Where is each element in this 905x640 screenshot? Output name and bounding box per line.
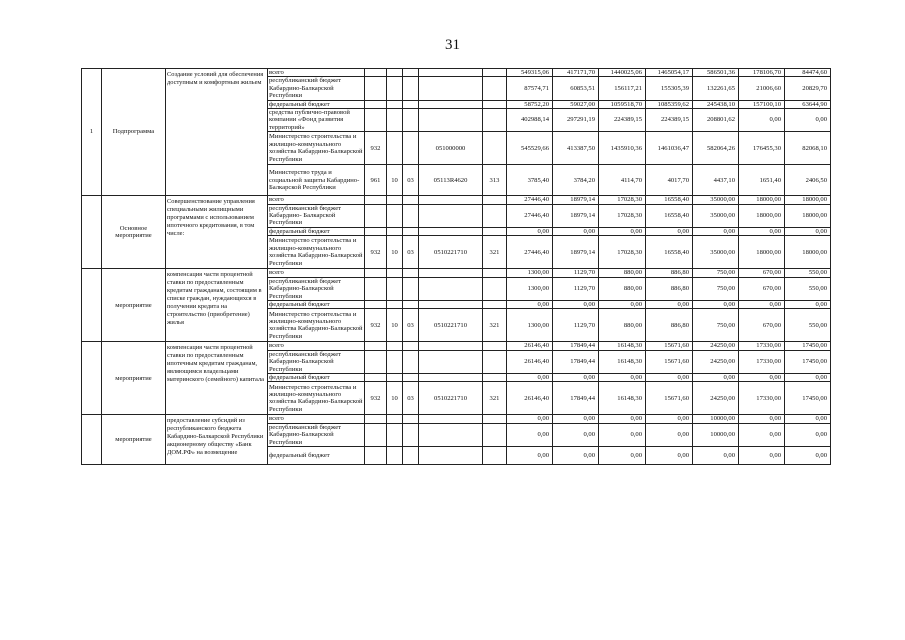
row-description: компенсация части процентной ставки по предоставленным кредитам гражданам, состоящим в списке граждан, нуждающихся в получении кредита на строительство (приобретение) жилья: [166, 269, 268, 342]
code-pr: [403, 204, 419, 227]
year-value-5: 0,00: [693, 227, 739, 235]
row-type: Подпрограмма: [102, 69, 166, 196]
year-value-3: 0,00: [599, 227, 646, 235]
year-value-4: 15671,60: [646, 342, 693, 350]
code-csr: [419, 196, 483, 204]
year-value-7: 550,00: [785, 277, 831, 300]
year-value-2: 0,00: [553, 415, 599, 423]
year-value-1: 402988,14: [507, 109, 553, 132]
year-value-1: 87574,71: [507, 77, 553, 100]
code-csr: [419, 423, 483, 446]
code-pr: [403, 446, 419, 464]
year-value-7: 550,00: [785, 309, 831, 342]
code-csr: [419, 109, 483, 132]
funding-source: республиканский бюджет Кабардино-Балкарской Республики: [268, 277, 365, 300]
code-grbs: [365, 342, 387, 350]
code-vr: [483, 350, 507, 373]
funding-source: республиканский бюджет Кабардино- Балкарской Республики: [268, 204, 365, 227]
year-value-3: 17028,30: [599, 204, 646, 227]
year-value-3: 0,00: [599, 373, 646, 381]
table-row: [82, 196, 831, 204]
funding-source: Министерство труда и социальной защиты Кабардино-Балкарской Республики: [268, 165, 365, 196]
year-value-1: 26146,40: [507, 342, 553, 350]
code-vr: 313: [483, 165, 507, 196]
year-value-2: 417171,70: [553, 69, 599, 77]
table-row: [82, 69, 831, 77]
row-type: мероприятие: [102, 342, 166, 415]
year-value-7: 2406,50: [785, 165, 831, 196]
code-csr: [419, 69, 483, 77]
code-rz: [387, 109, 403, 132]
year-value-4: 15671,60: [646, 382, 693, 415]
year-value-2: 3784,20: [553, 165, 599, 196]
year-value-4: 0,00: [646, 227, 693, 235]
row-number: [82, 415, 102, 465]
funding-source: всего: [268, 69, 365, 77]
year-value-4: 0,00: [646, 373, 693, 381]
year-value-2: 18979,14: [553, 196, 599, 204]
year-value-3: 16148,30: [599, 350, 646, 373]
code-csr: [419, 342, 483, 350]
year-value-2: 0,00: [553, 446, 599, 464]
year-value-6: 18000,00: [739, 204, 785, 227]
code-grbs: [365, 446, 387, 464]
code-pr: [403, 269, 419, 277]
code-csr: [419, 300, 483, 308]
year-value-4: 0,00: [646, 446, 693, 464]
code-pr: 03: [403, 236, 419, 269]
year-value-3: 880,00: [599, 309, 646, 342]
code-pr: [403, 423, 419, 446]
year-value-7: 18000,00: [785, 204, 831, 227]
code-csr: [419, 269, 483, 277]
year-value-1: 26146,40: [507, 382, 553, 415]
year-value-1: 0,00: [507, 373, 553, 381]
year-value-2: 0,00: [553, 373, 599, 381]
year-value-7: 17450,00: [785, 342, 831, 350]
year-value-2: 413387,50: [553, 132, 599, 165]
code-vr: [483, 77, 507, 100]
year-value-5: 132261,65: [693, 77, 739, 100]
code-grbs: [365, 77, 387, 100]
year-value-1: 58752,20: [507, 100, 553, 108]
year-value-3: 0,00: [599, 446, 646, 464]
year-value-6: 157100,10: [739, 100, 785, 108]
year-value-6: 18000,00: [739, 236, 785, 269]
year-value-7: 550,00: [785, 269, 831, 277]
year-value-4: 1085359,62: [646, 100, 693, 108]
year-value-7: 0,00: [785, 415, 831, 423]
year-value-4: 16558,40: [646, 196, 693, 204]
code-csr: [419, 77, 483, 100]
funding-source: всего: [268, 196, 365, 204]
year-value-5: 24250,00: [693, 342, 739, 350]
code-rz: [387, 269, 403, 277]
funding-source: Министерство строительства и жилищно-коммунального хозяйства Кабардино-Балкарской Республики: [268, 132, 365, 165]
year-value-5: 750,00: [693, 277, 739, 300]
code-vr: [483, 100, 507, 108]
year-value-7: 0,00: [785, 373, 831, 381]
code-grbs: [365, 415, 387, 423]
year-value-4: 155305,39: [646, 77, 693, 100]
code-rz: [387, 77, 403, 100]
year-value-6: 0,00: [739, 415, 785, 423]
code-csr: [419, 415, 483, 423]
code-csr: [419, 373, 483, 381]
budget-table: [81, 68, 831, 465]
year-value-2: 17849,44: [553, 350, 599, 373]
year-value-1: 27446,40: [507, 236, 553, 269]
code-pr: [403, 100, 419, 108]
year-value-2: 297291,19: [553, 109, 599, 132]
year-value-4: 224389,15: [646, 109, 693, 132]
year-value-4: 886,80: [646, 309, 693, 342]
year-value-6: 18000,00: [739, 196, 785, 204]
year-value-2: 1129,70: [553, 277, 599, 300]
code-vr: [483, 132, 507, 165]
year-value-1: 1300,00: [507, 309, 553, 342]
year-value-1: 0,00: [507, 446, 553, 464]
year-value-5: 24250,00: [693, 350, 739, 373]
year-value-5: 582064,26: [693, 132, 739, 165]
year-value-5: 10000,00: [693, 423, 739, 446]
year-value-3: 1059518,70: [599, 100, 646, 108]
year-value-3: 0,00: [599, 415, 646, 423]
code-csr: 05113R4620: [419, 165, 483, 196]
row-number: [82, 269, 102, 342]
funding-source: федеральный бюджет: [268, 373, 365, 381]
code-rz: 10: [387, 165, 403, 196]
year-value-6: 17330,00: [739, 350, 785, 373]
code-grbs: 961: [365, 165, 387, 196]
code-pr: [403, 300, 419, 308]
year-value-7: 84474,60: [785, 69, 831, 77]
code-vr: [483, 269, 507, 277]
year-value-3: 224389,15: [599, 109, 646, 132]
funding-source: федеральный бюджет: [268, 446, 365, 464]
code-pr: [403, 277, 419, 300]
year-value-6: 176455,30: [739, 132, 785, 165]
code-csr: 051000000: [419, 132, 483, 165]
year-value-3: 880,00: [599, 269, 646, 277]
year-value-4: 886,80: [646, 277, 693, 300]
year-value-1: 545529,66: [507, 132, 553, 165]
code-vr: [483, 109, 507, 132]
code-rz: [387, 415, 403, 423]
code-rz: [387, 227, 403, 235]
code-grbs: [365, 227, 387, 235]
row-type: мероприятие: [102, 269, 166, 342]
code-grbs: 932: [365, 236, 387, 269]
year-value-3: 4114,70: [599, 165, 646, 196]
code-vr: [483, 300, 507, 308]
code-csr: 0510221710: [419, 309, 483, 342]
year-value-4: 0,00: [646, 300, 693, 308]
year-value-6: 21006,60: [739, 77, 785, 100]
code-rz: [387, 132, 403, 165]
row-number: [82, 342, 102, 415]
funding-source: федеральный бюджет: [268, 300, 365, 308]
year-value-2: 17849,44: [553, 342, 599, 350]
code-rz: [387, 350, 403, 373]
year-value-6: 178106,70: [739, 69, 785, 77]
code-rz: [387, 446, 403, 464]
code-vr: 321: [483, 382, 507, 415]
code-vr: 321: [483, 309, 507, 342]
year-value-1: 0,00: [507, 415, 553, 423]
year-value-6: 0,00: [739, 109, 785, 132]
year-value-5: 35000,00: [693, 236, 739, 269]
code-vr: [483, 446, 507, 464]
row-description: Создание условий для обеспечения доступным и комфортным жильем: [166, 69, 268, 196]
code-grbs: [365, 423, 387, 446]
code-rz: [387, 423, 403, 446]
year-value-7: 0,00: [785, 109, 831, 132]
code-csr: [419, 277, 483, 300]
funding-source: всего: [268, 269, 365, 277]
code-csr: [419, 100, 483, 108]
code-vr: [483, 423, 507, 446]
code-vr: [483, 373, 507, 381]
row-description: Совершенствование управления специальными жилищными программами с использованием ипотечного кредитования, в том числе:: [166, 196, 268, 269]
year-value-3: 17028,30: [599, 196, 646, 204]
code-rz: [387, 300, 403, 308]
year-value-2: 17849,44: [553, 382, 599, 415]
funding-source: всего: [268, 415, 365, 423]
year-value-4: 0,00: [646, 415, 693, 423]
year-value-4: 1465054,17: [646, 69, 693, 77]
code-pr: 03: [403, 165, 419, 196]
year-value-6: 670,00: [739, 309, 785, 342]
code-csr: 0510221710: [419, 236, 483, 269]
row-type: Основное мероприятие: [102, 196, 166, 269]
year-value-1: 0,00: [507, 227, 553, 235]
code-grbs: [365, 269, 387, 277]
year-value-6: 0,00: [739, 373, 785, 381]
code-pr: [403, 342, 419, 350]
code-rz: 10: [387, 309, 403, 342]
year-value-7: 0,00: [785, 227, 831, 235]
year-value-4: 4017,70: [646, 165, 693, 196]
year-value-1: 0,00: [507, 423, 553, 446]
funding-source: федеральный бюджет: [268, 227, 365, 235]
code-pr: [403, 227, 419, 235]
year-value-3: 17028,30: [599, 236, 646, 269]
code-rz: [387, 342, 403, 350]
code-grbs: 932: [365, 309, 387, 342]
code-rz: [387, 277, 403, 300]
code-grbs: [365, 277, 387, 300]
year-value-6: 17330,00: [739, 342, 785, 350]
funding-source: Министерство строительства и жилищно-коммунального хозяйства Кабардино-Балкарской Республики: [268, 382, 365, 415]
table-row: [82, 342, 831, 350]
page-number: 31: [445, 37, 460, 53]
year-value-2: 0,00: [553, 423, 599, 446]
year-value-3: 1440025,06: [599, 69, 646, 77]
code-pr: [403, 350, 419, 373]
year-value-3: 156117,21: [599, 77, 646, 100]
funding-source: федеральный бюджет: [268, 100, 365, 108]
year-value-1: 27446,40: [507, 196, 553, 204]
code-pr: 03: [403, 309, 419, 342]
year-value-7: 17450,00: [785, 382, 831, 415]
code-pr: [403, 196, 419, 204]
code-rz: [387, 69, 403, 77]
year-value-1: 549315,06: [507, 69, 553, 77]
row-number: 1: [82, 69, 102, 196]
code-grbs: [365, 350, 387, 373]
code-pr: [403, 373, 419, 381]
year-value-5: 4437,10: [693, 165, 739, 196]
code-pr: [403, 109, 419, 132]
year-value-1: 1300,00: [507, 277, 553, 300]
year-value-6: 1651,40: [739, 165, 785, 196]
code-vr: 321: [483, 236, 507, 269]
year-value-2: 0,00: [553, 227, 599, 235]
year-value-3: 16148,30: [599, 382, 646, 415]
code-vr: [483, 196, 507, 204]
year-value-5: 0,00: [693, 300, 739, 308]
year-value-3: 0,00: [599, 423, 646, 446]
year-value-6: 0,00: [739, 227, 785, 235]
code-grbs: 932: [365, 132, 387, 165]
year-value-6: 670,00: [739, 277, 785, 300]
year-value-4: 886,80: [646, 269, 693, 277]
year-value-4: 1461036,47: [646, 132, 693, 165]
year-value-7: 0,00: [785, 446, 831, 464]
year-value-6: 0,00: [739, 300, 785, 308]
year-value-3: 1435910,36: [599, 132, 646, 165]
code-grbs: 932: [365, 382, 387, 415]
year-value-1: 1300,00: [507, 269, 553, 277]
code-pr: [403, 132, 419, 165]
year-value-5: 35000,00: [693, 196, 739, 204]
code-grbs: [365, 100, 387, 108]
funding-source: средства публично-правовой компании «Фонд развития территорий»: [268, 109, 365, 132]
year-value-1: 27446,40: [507, 204, 553, 227]
code-rz: [387, 100, 403, 108]
year-value-7: 17450,00: [785, 350, 831, 373]
code-csr: [419, 446, 483, 464]
code-vr: [483, 415, 507, 423]
year-value-7: 0,00: [785, 300, 831, 308]
code-csr: [419, 227, 483, 235]
year-value-7: 0,00: [785, 423, 831, 446]
code-vr: [483, 277, 507, 300]
code-pr: [403, 77, 419, 100]
year-value-5: 245438,10: [693, 100, 739, 108]
year-value-3: 0,00: [599, 300, 646, 308]
row-description: предоставление субсидий из республиканского бюджета Кабардино-Балкарской Республики акционерному обществу «Банк ДОМ.РФ» на возмещение: [166, 415, 268, 465]
year-value-4: 16558,40: [646, 204, 693, 227]
code-vr: [483, 227, 507, 235]
code-grbs: [365, 300, 387, 308]
year-value-4: 0,00: [646, 423, 693, 446]
year-value-5: 10000,00: [693, 415, 739, 423]
year-value-2: 18979,14: [553, 236, 599, 269]
year-value-5: 586501,36: [693, 69, 739, 77]
year-value-1: 26146,40: [507, 350, 553, 373]
code-rz: [387, 373, 403, 381]
year-value-5: 0,00: [693, 446, 739, 464]
year-value-6: 0,00: [739, 446, 785, 464]
row-number: [82, 196, 102, 269]
funding-source: всего: [268, 342, 365, 350]
year-value-1: 3785,40: [507, 165, 553, 196]
code-grbs: [365, 196, 387, 204]
code-vr: [483, 342, 507, 350]
code-grbs: [365, 373, 387, 381]
year-value-2: 18979,14: [553, 204, 599, 227]
code-vr: [483, 69, 507, 77]
year-value-7: 18000,00: [785, 196, 831, 204]
year-value-2: 1129,70: [553, 269, 599, 277]
code-vr: [483, 204, 507, 227]
year-value-7: 18000,00: [785, 236, 831, 269]
year-value-5: 208801,62: [693, 109, 739, 132]
year-value-6: 670,00: [739, 269, 785, 277]
code-grbs: [365, 109, 387, 132]
year-value-1: 0,00: [507, 300, 553, 308]
code-csr: [419, 350, 483, 373]
table-row: [82, 269, 831, 277]
year-value-5: 750,00: [693, 269, 739, 277]
year-value-7: 20829,70: [785, 77, 831, 100]
year-value-3: 880,00: [599, 277, 646, 300]
code-csr: [419, 204, 483, 227]
funding-source: Министерство строительства и жилищно-коммунального хозяйства Кабардино-Балкарской Республики: [268, 236, 365, 269]
code-grbs: [365, 204, 387, 227]
year-value-5: 750,00: [693, 309, 739, 342]
year-value-7: 63644,90: [785, 100, 831, 108]
year-value-6: 0,00: [739, 423, 785, 446]
table-row: [82, 415, 831, 423]
year-value-4: 16558,40: [646, 236, 693, 269]
year-value-2: 1129,70: [553, 309, 599, 342]
funding-source: республиканский бюджет Кабардино-Балкарской Республики: [268, 350, 365, 373]
year-value-5: 35000,00: [693, 204, 739, 227]
funding-source: Министерство строительства и жилищно-коммунального хозяйства Кабардино-Балкарской Республики: [268, 309, 365, 342]
code-csr: 0510221710: [419, 382, 483, 415]
funding-source: республиканский бюджет Кабардино-Балкарской Республики: [268, 423, 365, 446]
code-grbs: [365, 69, 387, 77]
code-rz: 10: [387, 382, 403, 415]
year-value-2: 0,00: [553, 300, 599, 308]
year-value-6: 17330,00: [739, 382, 785, 415]
code-rz: [387, 196, 403, 204]
year-value-5: 24250,00: [693, 382, 739, 415]
year-value-2: 59027,00: [553, 100, 599, 108]
code-pr: [403, 69, 419, 77]
funding-source: республиканский бюджет Кабардино-Балкарской Республики: [268, 77, 365, 100]
row-description: компенсация части процентной ставки по предоставленным ипотечным кредитам гражданам, являющимся владельцами материнского (семейного) капитала: [166, 342, 268, 415]
code-pr: 03: [403, 382, 419, 415]
code-rz: 10: [387, 236, 403, 269]
year-value-2: 60853,51: [553, 77, 599, 100]
year-value-3: 16148,30: [599, 342, 646, 350]
year-value-5: 0,00: [693, 373, 739, 381]
year-value-4: 15671,60: [646, 350, 693, 373]
code-pr: [403, 415, 419, 423]
code-rz: [387, 204, 403, 227]
row-type: мероприятие: [102, 415, 166, 465]
year-value-7: 82068,10: [785, 132, 831, 165]
